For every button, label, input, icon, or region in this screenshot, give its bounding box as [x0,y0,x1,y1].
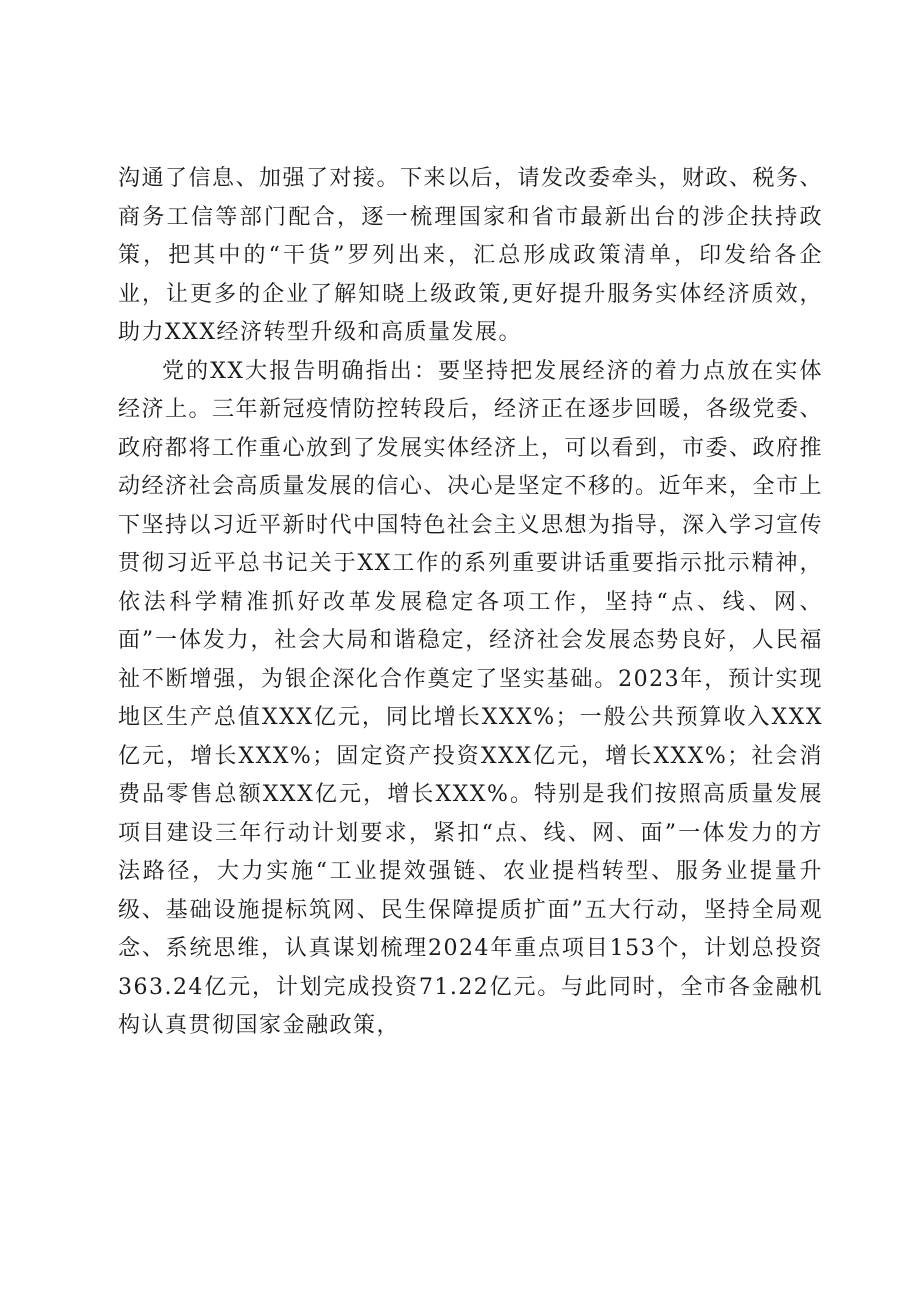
paragraph-1: 沟通了信息、加强了对接。下来以后，请发改委牵头，财政、税务、商务工信等部门配合，逐一梳理国家和省市最新出台的涉企扶持政策，把其中的“干货”罗列出来，汇总形成政策清单，印发给各企业，让更多的企业了解知晓上级政策,更好提升服务实体经济质效，助力XXX经济转型升级和高质量发展。 [118,166,824,345]
paragraph-2: 党的XX大报告明确指出：要坚持把发展经济的着力点放在实体经济上。三年新冠疫情防控转段后，经济正在逐步回暖，各级党委、政府都将工作重心放到了发展实体经济上，可以看到，市委、政府推动经济社会高质量发展的信心、决心是坚定不移的。近年来，全市上下坚持以习近平新时代中国特色社会主义思想为指导，深入学习宣传贯彻习近平总书记关于XX工作的系列重要讲话重要指示批示精神，依法科学精准抓好改革发展稳定各项工作，坚持“点、线、网、面”一体发力，社会大局和谐稳定，经济社会发展态势良好，人民福祉不断增强，为银企深化合作奠定了坚实基础。2023年，预计实现地区生产总值XXX亿元，同比增长XXX%；一般公共预算收入XXX亿元，增长XXX%；固定资产投资XXX亿元，增长XXX%；社会消费品零售总额XXX亿元，增长XXX%。特别是我们按照高质量发展项目建设三年行动计划要求，紧扣“点、线、网、面”一体发力的方法路径，大力实施“工业提效强链、农业提档转型、服务业提量升级、基础设施提标筑网、民生保障提质扩面”五大行动，坚持全局观念、系统思维，认真谋划梳理2024年重点项目153个，计划总投资363.24亿元，计划完成投资71.22亿元。与此同时，全市各金融机构认真贯彻国家金融政策， [118,358,824,1038]
document-body [118,160,823,1046]
